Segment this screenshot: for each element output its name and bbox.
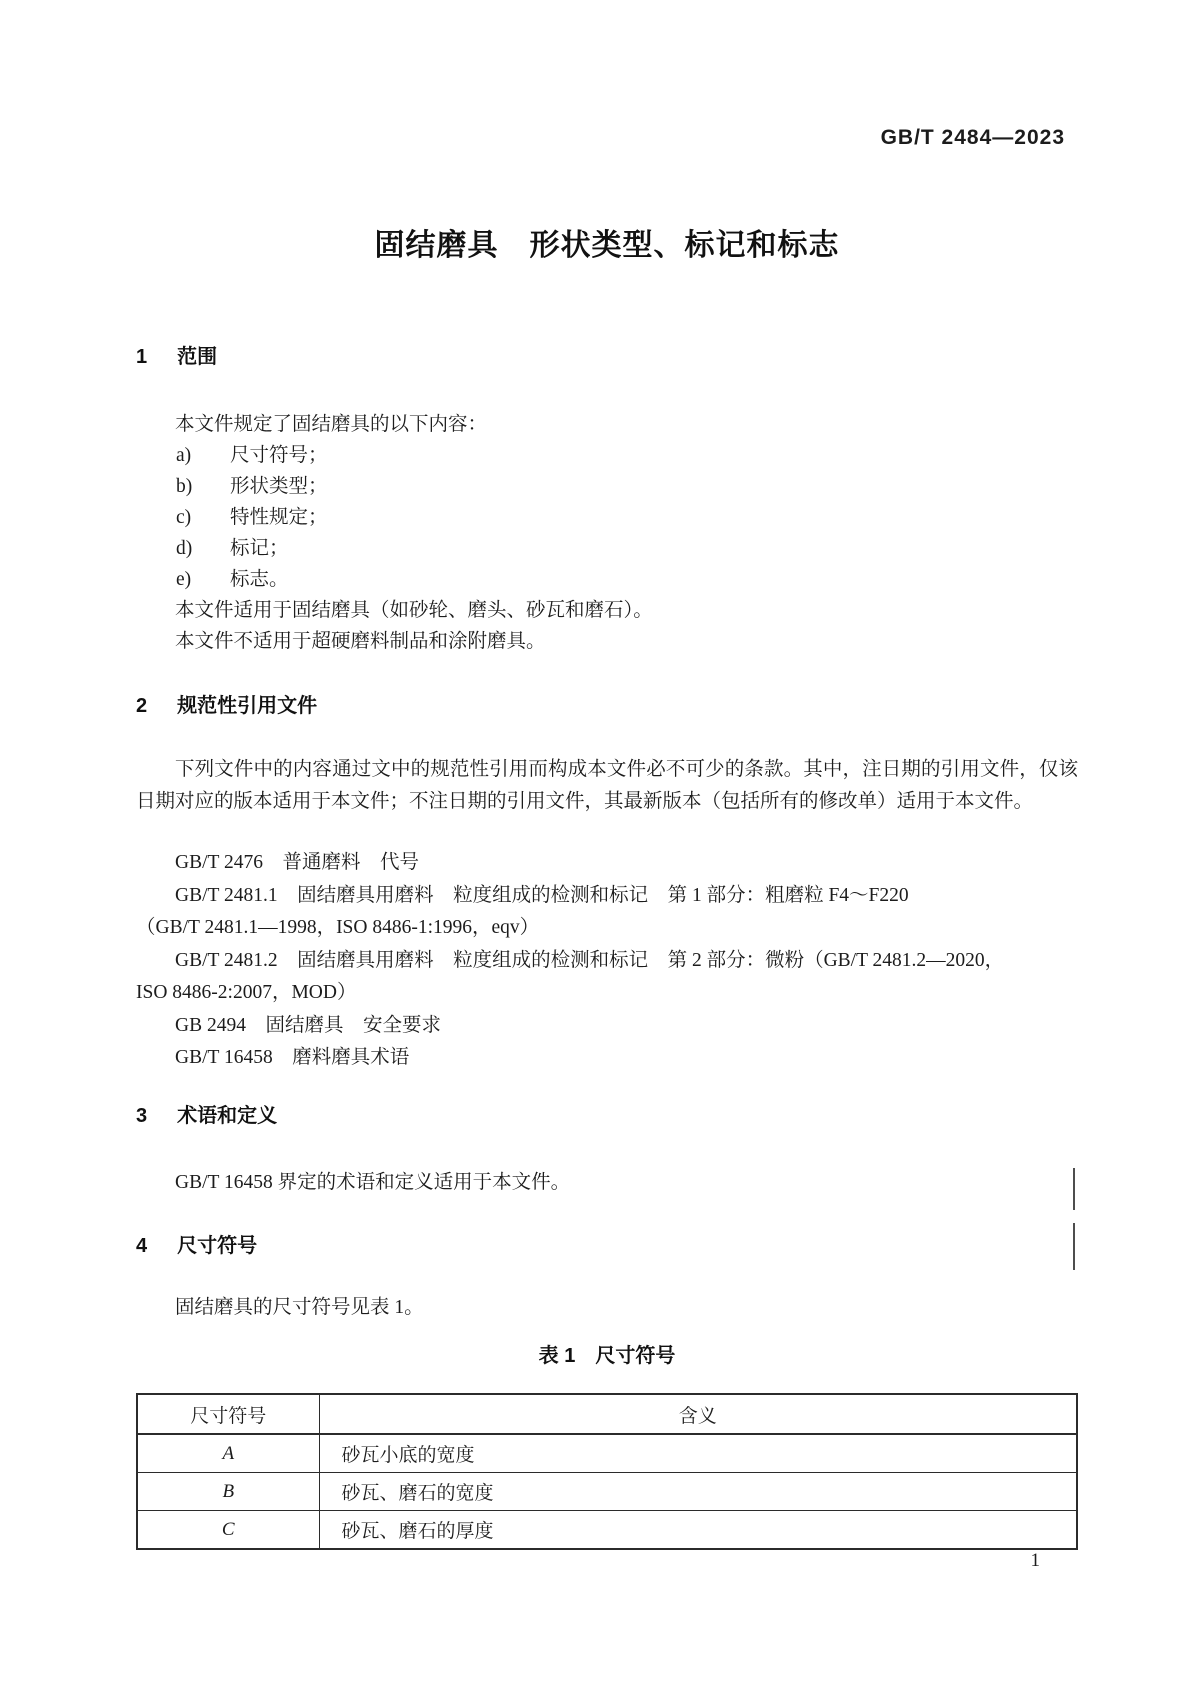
table-header-symbol: 尺寸符号 <box>137 1394 319 1434</box>
list-item-text: 特性规定； <box>230 507 328 528</box>
table-row <box>137 1473 1077 1511</box>
page-title: 固结磨具 形状类型、标记和标志 <box>374 229 840 262</box>
revision-bar <box>1073 1223 1075 1270</box>
reference-continuation-line: ISO 8486-2:2007，MOD） <box>136 982 357 1003</box>
terms-paragraph: GB/T 16458 界定的术语和定义适用于本文件。 <box>175 1172 571 1193</box>
section-3-title: 术语和定义 <box>177 1105 278 1127</box>
list-item-text: 形状类型； <box>230 476 328 497</box>
list-item-text: 标记； <box>230 538 289 559</box>
table-1-caption: 表 1 尺寸符号 <box>538 1345 676 1367</box>
list-item-text: 标志。 <box>230 569 289 590</box>
section-1-number: 1 <box>136 346 148 368</box>
revision-bar <box>1073 1168 1075 1210</box>
scope-list-item <box>136 440 1078 471</box>
section-4-heading <box>136 1231 257 1262</box>
list-item-label: d) <box>176 538 193 559</box>
reference-line: GB/T 2481.2 固结磨具用磨料 粒度组成的检测和标记 第 2 部分：微粉（GB/T 2481.2—2020， <box>175 949 1005 971</box>
scope-list-item <box>136 533 1078 564</box>
list-item-label: e) <box>176 569 192 590</box>
section-2-number: 2 <box>136 695 148 717</box>
page-number: 1 <box>1030 1550 1040 1571</box>
dimension-symbols-table <box>136 1393 1078 1550</box>
table-row <box>137 1511 1077 1550</box>
meaning-cell: 砂瓦小底的宽度 <box>319 1434 1077 1473</box>
list-item-text: 尺寸符号； <box>230 445 328 466</box>
scope-intro-paragraph: 本文件规定了固结磨具的以下内容： <box>175 414 488 435</box>
section-4-number: 4 <box>136 1235 148 1257</box>
table-header-meaning: 含义 <box>319 1394 1077 1434</box>
normative-references <box>136 847 1078 1075</box>
section-3-number: 3 <box>136 1105 148 1127</box>
section-2-heading <box>136 691 317 722</box>
scope-exclusion-paragraph: 本文件不适用于超硬磨料制品和涂附磨具。 <box>175 631 546 652</box>
list-item-label: c) <box>176 507 192 528</box>
list-item-label: b) <box>176 476 193 497</box>
section-1-heading <box>136 342 217 373</box>
normative-intro-paragraph: 下列文件中的内容通过文中的规范性引用而构成本文件必不可少的条款。其中，注日期的引用文件，仅该日期对应的版本适用于本文件；不注日期的引用文件，其最新版本（包括所有的修改单）适用于本文件。 <box>136 759 1078 812</box>
reference-continuation-line: （GB/T 2481.1—1998，ISO 8486-1:1996，eqv） <box>136 917 540 938</box>
meaning-cell: 砂瓦、磨石的宽度 <box>319 1473 1077 1511</box>
symbol-cell: C <box>137 1511 319 1550</box>
reference-line: GB/T 16458 磨料磨具术语 <box>175 1047 410 1068</box>
section-3-heading <box>136 1101 277 1132</box>
scope-list-item <box>136 502 1078 533</box>
table-header-row <box>137 1394 1077 1434</box>
symbol-cell: B <box>137 1473 319 1511</box>
scope-list-item <box>136 564 1078 595</box>
list-item-label: a) <box>176 445 192 466</box>
section-1-body <box>136 409 1078 657</box>
symbols-paragraph: 固结磨具的尺寸符号见表 1。 <box>175 1297 424 1318</box>
section-1-title: 范围 <box>177 346 218 368</box>
section-4-title: 尺寸符号 <box>177 1235 258 1257</box>
scope-applicability-paragraph: 本文件适用于固结磨具（如砂轮、磨头、砂瓦和磨石）。 <box>175 600 653 621</box>
reference-line: GB 2494 固结磨具 安全要求 <box>175 1014 441 1036</box>
reference-line: GB/T 2481.1 固结磨具用磨料 粒度组成的检测和标记 第 1 部分：粗磨粒 F4～F220 <box>175 884 909 906</box>
standard-number: GB/T 2484—2023 <box>880 126 1065 149</box>
table-row <box>137 1434 1077 1473</box>
meaning-cell: 砂瓦、磨石的厚度 <box>319 1511 1077 1550</box>
scope-list-item <box>136 471 1078 502</box>
symbol-cell: A <box>137 1434 319 1473</box>
reference-line: GB/T 2476 普通磨料 代号 <box>175 852 419 873</box>
section-2-title: 规范性引用文件 <box>177 695 318 717</box>
